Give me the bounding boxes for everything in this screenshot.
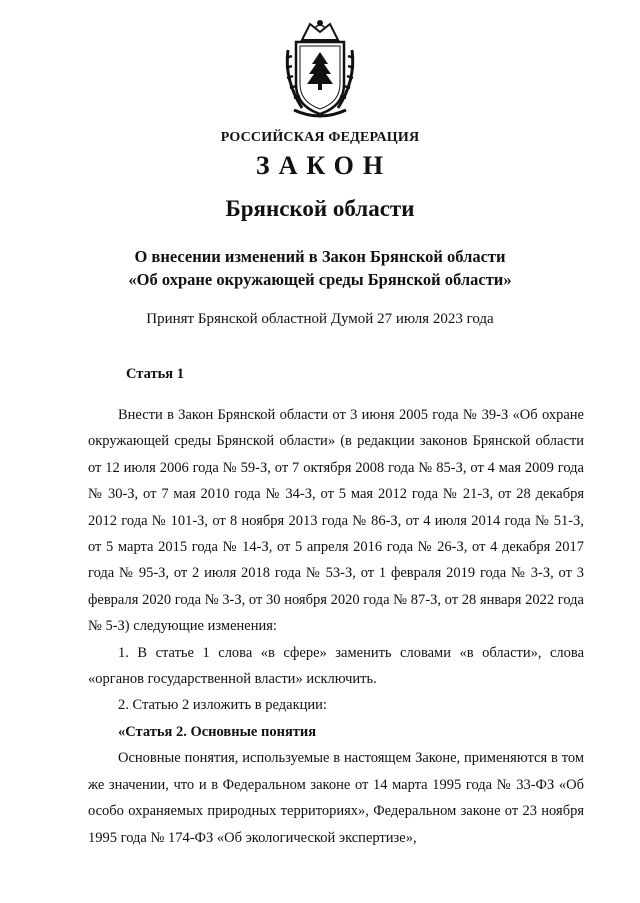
paragraph-article-2-heading: «Статья 2. Основные понятия [118, 723, 317, 740]
paragraph-item-1: 1. В статье 1 слова «в сфере» заменить словами «в области», слова «органов государственной власти» исключить. [88, 644, 584, 688]
paragraph-item-2: 2. Статью 2 изложить в редакции: [118, 697, 327, 714]
subject-line-2: «Об охране окружающей среды Брянской области» [128, 270, 512, 289]
adoption-note: Принят Брянской областной Думой 27 июля 2023 года [146, 311, 494, 327]
coat-of-arms-emblem [282, 14, 358, 122]
paragraph-basic-concepts: Основные понятия, используемые в настоящем Законе, применяются в том же значении, что и в Федеральном законе от 14 марта 1995 года № 33-ФЗ «Об особо охраняемых природных территориях», Федеральном законе от 23 ноября 1995 года № 174-ФЗ «Об экологической экспертизе», [88, 750, 584, 846]
article-heading: Статья 1 [126, 366, 184, 382]
article-body [88, 402, 584, 851]
paragraph-amendments-list: Внести в Закон Брянской области от 3 июня 2005 года № 39-З «Об охране окружающей среды Брянской области» (в редакции законов Брянской области от 12 июля 2006 года № 59-З, от 7 октября 2008 года № 85-З, от 4 мая 2009 года № 30-З, от 7 мая 2010 года № 34-З, от 5 мая 2012 года № 21-З, от 28 декабря 2012 года № 101-З, от 8 ноября 2013 года № 86-З, от 4 июля 2014 года № 51-З, от 5 марта 2015 года № 14-З, от 5 апреля 2016 года № 26-З, от 4 декабря 2017 года № 95-З, от 2 июля 2018 года № 53-З, от 1 февраля 2019 года № 3-З, от 3 февраля 2020 года № 3-З, от 30 ноября 2020 года № 87-З, от 28 января 2022 года № 5-З) следующие изменения: [88, 407, 584, 635]
subject-line-1: О внесении изменений в Закон Брянской области [134, 247, 506, 266]
law-subject [0, 245, 640, 291]
country-title: РОССИЙСКАЯ ФЕДЕРАЦИЯ [220, 130, 420, 145]
document-type: ЗАКОН [255, 151, 393, 180]
region-title: Брянской области [225, 196, 415, 221]
